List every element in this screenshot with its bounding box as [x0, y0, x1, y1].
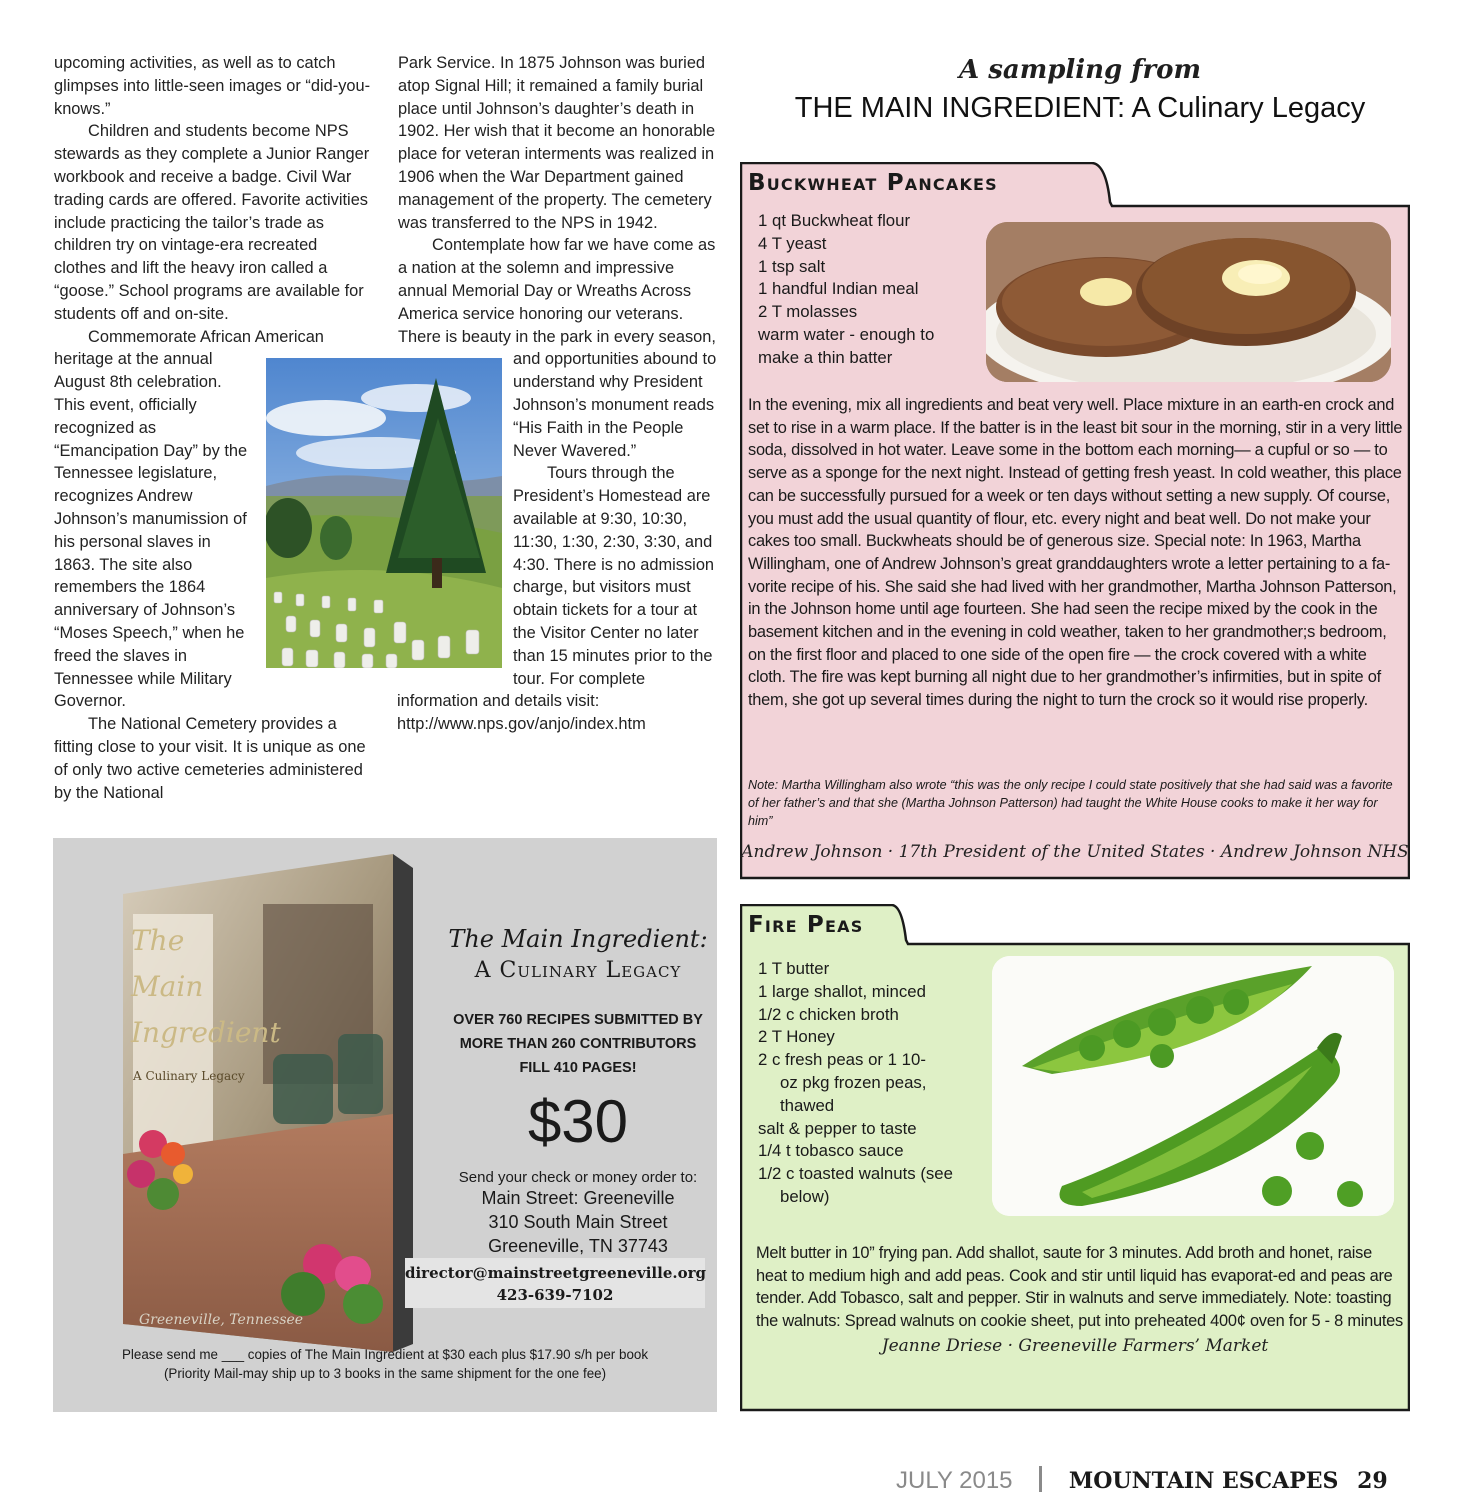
- cemetery-illustration: [266, 358, 502, 668]
- ad-price: $30: [527, 1088, 629, 1155]
- ad-title-caps: A Culinary Legacy: [474, 958, 682, 983]
- article-paragraph: Children and students become NPS stewards as they complete a Junior Ranger workbook and receive a badge. Civil War trading cards are offered. Favorite activities include practicing the tailor’s trade as children try on vintage-era recreated clothes and lift the heavy iron called a “goose.” School programs are available for students off and on-site.: [54, 122, 370, 323]
- ingredient-item: 2 c fresh peas or 1 10-: [758, 1050, 926, 1070]
- ingredient-item: 1/4 t tobasco sauce: [758, 1141, 904, 1161]
- footer-date: JULY 2015: [896, 1467, 1013, 1494]
- recipe-fire-peas: [740, 904, 1410, 1412]
- ad-phone: 423-639-7102: [496, 1286, 614, 1304]
- peas-photo: [992, 956, 1394, 1216]
- ingredient-item: 1 handful Indian meal: [758, 279, 919, 299]
- ingredient-item: salt & pepper to taste: [758, 1118, 917, 1138]
- peas-illustration: [992, 956, 1394, 1216]
- ad-order-line: Please send me ___ copies of The Main Ingredient at $30 each plus $17.90 s/h per book: [121, 1347, 649, 1362]
- ingredient-item: 1/2 c toasted walnuts (see: [758, 1164, 953, 1184]
- article-paragraph: Contemplate how far we have come as a nation at the solemn and impressive annual Memorial Day or Wreaths Across America service honoring our veterans. There is beauty in the park in every season, and opportunities abound to understand why President Johnson’s monument reads “His Faith in the People Never Wavered.”: [398, 236, 717, 460]
- ad-address-line: 310 South Main Street: [488, 1212, 668, 1232]
- ad-stats: [441, 1008, 715, 1080]
- ingredient-item: warm water - enough to: [758, 324, 935, 344]
- recipe-directions: In the evening, mix all ingredients and beat very well. Place mixture in an earth-en crock and set to rise in a warm place. If the batter is in the least bit sour in the morning, stir in a very little soda, dissolved in hot water. Leave some in the bottom each morning— a cupful or so — to serve as a sponge for the next night. Instead of getting fresh yeast. In cold weather, this place can be successfully pursued for a week or ten days without setting a new supply. Of course, you must add the usual quantity of flour, etc. every night and beat well. Do not make your cakes too small. Buckwheats should be of generous size. Special note: In 1963, Martha Willingham, one of Andrew Johnson’s great granddaughters wrote a letter pertaining to a fa-vorite recipe of his. She said she had lived with her grandmother, Martha Johnson Patterson, in the Johnson home until age fourteen. She had seen the recipe mixed by the cook in the basement kitchen and in the evening in cold weather, taken to her grandmother;s bedroom, on the first floor and placed to one side of the open fire — the crock covered with a white cloth. The fire was kept burning all night due to her grandmother’s infirmities, but in spite of them, she got up several times during the night to turn the crock so it would rise properly.: [748, 396, 1403, 710]
- ingredient-item: 1/2 c chicken broth: [758, 1004, 899, 1024]
- book-subtitle: A Culinary Legacy: [133, 1069, 245, 1083]
- ingredient-list: [758, 958, 990, 1209]
- ad-stat-line: OVER 760 RECIPES SUBMITTED BY: [453, 1012, 703, 1028]
- article-paragraph: upcoming activities, as well as to catch glimpses into little-seen images or “did-you-knows.”: [54, 54, 371, 118]
- ingredient-item: 4 T yeast: [758, 233, 827, 253]
- sampling-title: THE MAIN INGREDIENT: A Culinary Legacy: [794, 92, 1366, 124]
- ingredient-item-continued: thawed: [780, 1095, 835, 1115]
- sampling-header: [740, 52, 1420, 128]
- float-spacer: [371, 52, 372, 358]
- ad-email-link[interactable]: director@mainstreetgreeneville.org: [405, 1264, 706, 1282]
- ingredient-item: 2 T Honey: [758, 1027, 835, 1047]
- pancake-illustration: [986, 222, 1391, 382]
- ingredient-item: 1 large shallot, minced: [758, 981, 926, 1001]
- ingredient-item-continued: oz pkg frozen peas,: [780, 1072, 927, 1092]
- footer-magazine: MOUNTAIN ESCAPES: [1068, 1468, 1339, 1494]
- recipe-credit: Jeanne Driese · Greeneville Farmers’ Market: [881, 1336, 1269, 1356]
- article-paragraph: Tours through the President’s Homestead are available at 9:30, 10:30, 11:30, 1:30, 2:30, 3:30, and 4:30. There is no admission charge, but visitors must obtain tickets for a tour at the Visitor Center no later than 15 minutes prior to the tour. For complete information and details visit: http://www.nps.gov/anjo/index.htm: [397, 464, 715, 734]
- ingredient-item: 1 tsp salt: [758, 256, 826, 276]
- recipe-credit: Andrew Johnson · 17th President of the United States · Andrew Johnson NHS: [741, 842, 1409, 862]
- recipe-title: Buckwheat Pancakes: [748, 170, 998, 196]
- ad-address-line: Main Street: Greeneville: [481, 1188, 675, 1208]
- book-title-line-2: Main: [131, 970, 204, 1003]
- book-city: Greeneville, Tennessee: [139, 1312, 304, 1328]
- sampling-kicker: A sampling from: [958, 55, 1202, 85]
- ingredient-item: make a thin batter: [758, 347, 893, 367]
- ingredient-list: [758, 210, 978, 370]
- recipe-note: Note: Martha Willingham also wrote “this was the only recipe I could state positively that she had said was a favorite of her father’s and that she (Martha Johnson Patterson) had taught the White House cooks to make it her way for him”: [748, 778, 1393, 828]
- ingredient-item: 2 T molasses: [758, 302, 858, 322]
- page-footer: [896, 1466, 1388, 1502]
- recipe-buckwheat-pancakes: [740, 162, 1410, 880]
- ingredient-item: 1 qt Buckwheat flour: [758, 211, 911, 230]
- cemetery-photo: [266, 358, 502, 668]
- footer-divider: [1039, 1466, 1042, 1492]
- pancake-photo: [986, 222, 1391, 382]
- ad-send-to-label: Send your check or money order to:: [458, 1169, 698, 1186]
- recipe-title: Fire Peas: [748, 912, 864, 938]
- article-paragraph: Park Service. In 1875 Johnson was buried atop Signal Hill; it remained a family burial place until Johnson’s daughter’s death in 1902. Her wish that it become an honorable place for veteran interments was realized in 1906 when the War Department gained management of the property. The cemetery was transferred to the NPS in 1942.: [398, 54, 716, 232]
- ad-title-script: The Main Ingredient:: [448, 925, 708, 953]
- cookbook-advertisement: [53, 838, 717, 1412]
- recipe-directions: Melt butter in 10” frying pan. Add shallot, saute for 3 minutes. Add broth and honet, raise heat to medium high and add peas. Cook and stir until liquid has evaporat-ed and peas are tender. Add Tobasco, salt and pepper. Stir in walnuts and serve immediately. Note: toasting the walnuts: Spread walnuts on cookie sheet, put into preheated 400¢ oven for 5 - 8 minutes: [756, 1244, 1403, 1331]
- ad-address: [441, 1186, 715, 1258]
- article-paragraph: The National Cemetery provides a fitting close to your visit. It is unique as one of only two active cemeteries administered by the National: [54, 715, 366, 802]
- ad-address-line: Greeneville, TN 37743: [488, 1236, 668, 1256]
- ad-stat-line: FILL 410 PAGES!: [519, 1060, 637, 1076]
- ad-order-note: (Priority Mail-may ship up to 3 books in the same shipment for the one fee): [163, 1366, 607, 1381]
- ad-stat-line: MORE THAN 260 CONTRIBUTORS: [459, 1036, 697, 1052]
- ingredient-item-continued: below): [780, 1186, 830, 1206]
- article-paragraph: Commemorate African American heritage at the annual August 8th celebration. This event, officially recognized as “Emancipation Day” by the Tennessee legislature, recognizes Andrew Johnson’s manumission of his personal slaves in 1863. The site also remembers the 1864 anniversary of Johnson’s “Moses Speech,” when he freed the slaves in Tennessee while Military Governor.: [54, 327, 324, 711]
- ingredient-item: 1 T butter: [758, 959, 830, 978]
- book-title-line-1: The: [131, 924, 185, 957]
- page-number: 29: [1357, 1468, 1388, 1494]
- book-title-line-3: Ingredient: [131, 1016, 281, 1049]
